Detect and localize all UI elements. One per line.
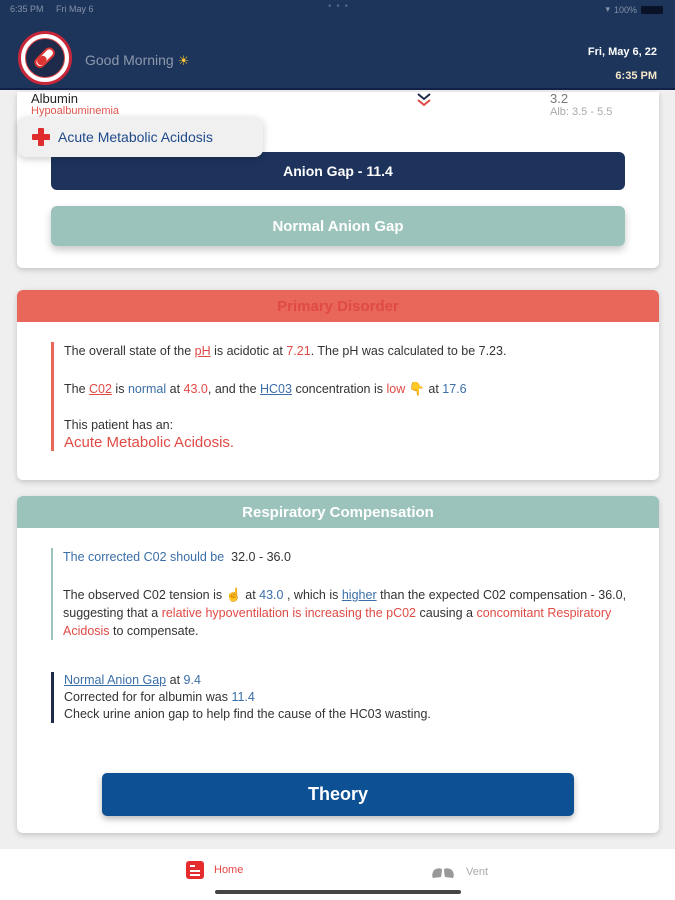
primary-disorder-title: Primary Disorder xyxy=(17,290,659,322)
tab-home[interactable] xyxy=(186,861,243,879)
corrected-line: Corrected for for albumin was 11.4 xyxy=(64,690,255,704)
multitask-dots-icon[interactable]: • • • xyxy=(328,1,350,12)
respiratory-compensation-card xyxy=(17,496,659,833)
normal-anion-gap-button[interactable]: Normal Anion Gap xyxy=(51,206,625,246)
battery-percent: 100% xyxy=(613,4,637,15)
test-tube-icon xyxy=(25,38,65,78)
lungs-icon xyxy=(430,861,456,882)
app-logo xyxy=(18,31,72,85)
anion-gap-value: 9.4 xyxy=(183,673,201,687)
header-date: Fri, May 6, 22 xyxy=(587,46,657,58)
tab-bar xyxy=(0,849,675,900)
albumin-value: 3.2 xyxy=(550,91,569,106)
hco3-link[interactable]: HC03 xyxy=(260,382,292,396)
anion-gap-quote xyxy=(51,672,631,723)
ph-link[interactable]: pH xyxy=(194,344,211,358)
normal-anion-gap-link[interactable]: Normal Anion Gap xyxy=(64,673,167,687)
expected-co2 xyxy=(63,548,631,566)
greeting-label: Good Morning xyxy=(85,52,174,68)
co2-value: 43.0 xyxy=(183,382,208,396)
thumbs-down-icon: 👇 xyxy=(408,381,425,396)
higher-link[interactable]: higher xyxy=(341,588,377,602)
albumin-label: Albumin xyxy=(31,91,78,106)
albumin-range: Alb: 3.5 - 5.5 xyxy=(550,106,613,118)
red-cross-icon xyxy=(32,128,50,146)
primary-disorder-card xyxy=(17,290,659,480)
status-bar xyxy=(10,1,663,16)
observed-co2-value: 43.0 xyxy=(259,588,284,602)
tab-vent[interactable] xyxy=(430,861,488,882)
tab-vent-label: Vent xyxy=(466,865,489,878)
expected-co2-range: 32.0 - 36.0 xyxy=(231,550,291,564)
observed-co2-sentence: The observed C02 tension is ☝ at 43.0 , which is higher than the expected C02 compensation - 36.0, suggesting that a relative hypoventilation is increasing the pC02 causing a concomitant Respiratory Acidosis to compensate. xyxy=(63,587,627,638)
respiratory-title: Respiratory Compensation xyxy=(17,496,659,528)
tab-home-label: Home xyxy=(214,864,244,876)
diagnosis-pill[interactable] xyxy=(18,117,263,157)
status-date: Fri May 6 xyxy=(56,4,94,14)
chevron-down-icon[interactable] xyxy=(415,92,433,113)
greeting-text xyxy=(85,52,189,69)
header-time: 6:35 PM xyxy=(615,70,657,82)
co2-sentence: The C02 is normal at 43.0, and the HC03 concentration is low 👇 at 17.6 xyxy=(64,381,467,396)
status-time: 6:35 PM xyxy=(10,4,44,14)
anion-gap-line: Normal Anion Gap at 9.4 xyxy=(64,673,201,687)
home-indicator[interactable] xyxy=(215,890,461,894)
primary-disorder-quote xyxy=(51,342,631,451)
hco3-value: 17.6 xyxy=(442,382,467,396)
advice-line: Check urine anion gap to help find the cause of the HC03 wasting. xyxy=(64,707,431,721)
respiratory-quote xyxy=(51,548,631,640)
expected-co2-label: The corrected C02 should be xyxy=(63,550,225,564)
pointing-up-icon: ☝ xyxy=(225,587,242,602)
theory-button[interactable]: Theory xyxy=(102,773,574,816)
app-header xyxy=(0,0,675,90)
ph-sentence: The overall state of the pH is acidotic at 7.21. The pH was calculated to be 7.23. xyxy=(64,344,507,358)
ph-value: 7.21 xyxy=(286,344,311,358)
home-icon xyxy=(186,861,204,879)
albumin-status: Hypoalbuminemia xyxy=(31,105,120,117)
co2-link[interactable]: C02 xyxy=(89,382,112,396)
wifi-icon: ▾ xyxy=(605,4,610,14)
hco3-state: low xyxy=(386,382,406,396)
primary-diagnosis: Acute Metabolic Acidosis. xyxy=(64,434,235,451)
battery-icon xyxy=(641,6,663,14)
sun-icon: ☀ xyxy=(177,53,190,68)
patient-has-label: This patient has an: xyxy=(64,418,174,432)
diagnosis-label: Acute Metabolic Acidosis xyxy=(58,129,213,145)
co2-state: normal xyxy=(127,382,167,396)
anion-gap-button[interactable]: Anion Gap - 11.4 xyxy=(51,152,625,190)
corrected-anion-gap-value: 11.4 xyxy=(231,690,255,704)
